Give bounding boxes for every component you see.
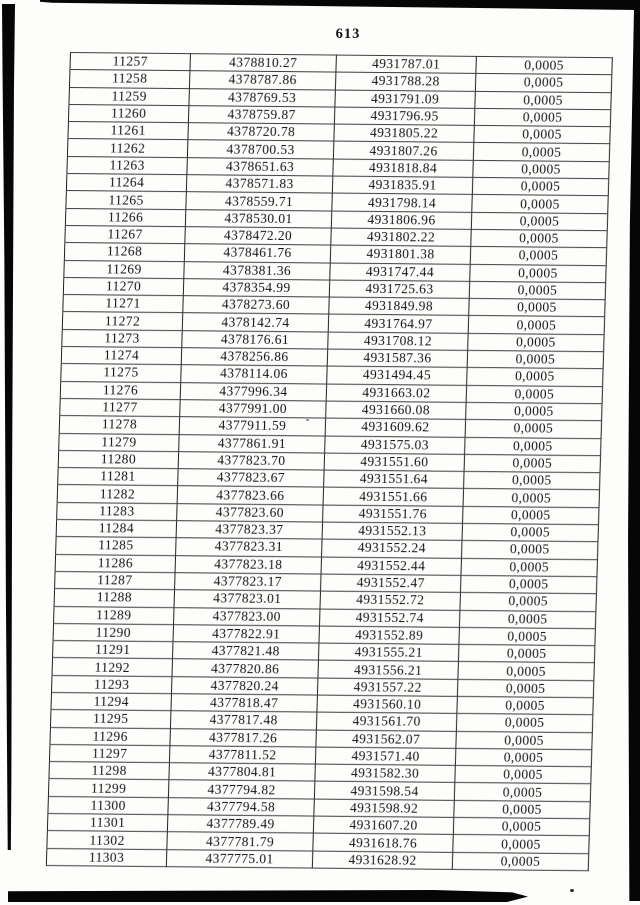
x-coordinate-cell: 4377823.70 [178,451,324,470]
x-coordinate-cell: 4378571.83 [186,175,332,194]
y-coordinate-cell: 4931560.10 [317,695,457,714]
tolerance-cell: 0,0005 [473,143,609,162]
y-coordinate-cell: 4931607.20 [313,816,453,835]
tolerance-cell: 0,0005 [471,229,607,248]
tolerance-cell: 0,0005 [453,835,589,854]
point-id-cell: 11286 [55,554,175,572]
y-coordinate-cell: 4931835.91 [332,176,472,195]
point-id-cell: 11293 [51,675,171,693]
point-id-cell: 11275 [61,364,181,382]
point-id-cell: 11284 [56,520,176,538]
tolerance-cell: 0,0005 [458,644,594,663]
tolerance-cell: 0,0005 [465,437,601,456]
y-coordinate-cell: 4931551.66 [323,487,463,506]
y-coordinate-cell: 4931628.92 [312,851,452,870]
x-coordinate-cell: 4378530.01 [185,209,331,228]
tolerance-cell: 0,0005 [476,56,612,75]
tolerance-cell: 0,0005 [467,350,603,369]
y-coordinate-cell: 4931660.08 [326,401,466,420]
point-id-cell: 11271 [63,295,183,313]
y-coordinate-cell: 4931561.70 [316,712,456,731]
y-coordinate-cell: 4931806.96 [331,211,471,230]
tolerance-cell: 0,0005 [471,212,607,231]
tolerance-cell: 0,0005 [463,506,599,525]
point-id-cell: 11268 [64,243,184,261]
tolerance-cell: 0,0005 [475,74,611,93]
y-coordinate-cell: 4931708.12 [328,332,468,351]
tolerance-cell: 0,0005 [466,402,602,421]
tolerance-cell: 0,0005 [459,610,595,629]
y-coordinate-cell: 4931555.21 [318,643,458,662]
point-id-cell: 11278 [59,416,179,434]
page-number: 613 [335,26,361,42]
x-coordinate-cell: 4377996.34 [180,382,326,401]
tolerance-cell: 0,0005 [470,264,606,283]
point-id-cell: 11280 [58,450,178,468]
point-id-cell: 11283 [57,502,177,520]
x-coordinate-cell: 4377817.48 [170,711,316,730]
y-coordinate-cell: 4931571.40 [315,747,455,766]
scan-edge-top [40,0,640,10]
point-id-cell: 11285 [56,537,176,555]
x-coordinate-cell: 4378559.71 [186,192,332,211]
x-coordinate-cell: 4378720.78 [188,123,334,142]
point-id-cell: 11292 [52,658,172,676]
x-coordinate-cell: 4378700.53 [187,140,333,159]
tolerance-cell: 0,0005 [465,420,601,439]
y-coordinate-cell: 4931582.30 [315,764,455,783]
point-id-cell: 11299 [48,779,168,797]
x-coordinate-cell: 4378114.06 [181,365,327,384]
y-coordinate-cell: 4931798.14 [332,193,472,212]
tolerance-cell: 0,0005 [452,852,588,871]
y-coordinate-cell: 4931587.36 [327,349,467,368]
y-coordinate-cell: 4931818.84 [333,159,473,178]
tolerance-cell: 0,0005 [458,662,594,681]
y-coordinate-cell: 4931725.63 [329,280,469,299]
y-coordinate-cell: 4931552.13 [322,522,462,541]
x-coordinate-cell: 4377820.86 [172,659,318,678]
x-coordinate-cell: 4377991.00 [180,400,326,419]
point-id-cell: 11261 [68,122,188,140]
tolerance-cell: 0,0005 [454,800,590,819]
x-coordinate-cell: 4377794.58 [168,797,314,816]
tolerance-cell: 0,0005 [464,454,600,473]
tolerance-cell: 0,0005 [459,627,595,646]
y-coordinate-cell: 4931551.64 [324,470,464,489]
x-coordinate-cell: 4377823.66 [177,486,323,505]
y-coordinate-cell: 4931807.26 [333,142,473,161]
point-id-cell: 11300 [48,796,168,814]
x-coordinate-cell: 4378176.61 [182,330,328,349]
point-id-cell: 11279 [59,433,179,451]
x-coordinate-cell: 4378273.60 [183,296,329,315]
tolerance-cell: 0,0005 [469,299,605,318]
y-coordinate-cell: 4931788.28 [335,72,475,91]
point-id-cell: 11272 [62,312,182,330]
tolerance-cell: 0,0005 [475,91,611,110]
tolerance-cell: 0,0005 [461,541,597,560]
y-coordinate-cell: 4931796.95 [334,107,474,126]
tolerance-cell: 0,0005 [467,368,603,387]
tolerance-cell: 0,0005 [460,593,596,612]
x-coordinate-cell: 4377823.31 [176,538,322,557]
x-coordinate-cell: 4377823.01 [174,590,320,609]
tolerance-cell: 0,0005 [455,766,591,785]
tolerance-cell: 0,0005 [474,126,610,145]
x-coordinate-cell: 4377820.24 [171,676,317,695]
tolerance-cell: 0,0005 [460,575,596,594]
point-id-cell: 11269 [64,260,184,278]
x-coordinate-cell: 4377823.60 [177,503,323,522]
point-id-cell: 11297 [49,744,169,762]
y-coordinate-cell: 4931552.74 [319,609,459,628]
y-coordinate-cell: 4931618.76 [313,833,453,852]
point-id-cell: 11288 [54,589,174,607]
point-id-cell: 11274 [61,347,181,365]
y-coordinate-cell: 4931598.54 [314,782,454,801]
point-id-cell: 11296 [50,727,170,745]
x-coordinate-cell: 4378759.87 [188,106,334,125]
y-coordinate-cell: 4931562.07 [316,730,456,749]
point-id-cell: 11265 [66,191,186,209]
tolerance-cell: 0,0005 [466,385,602,404]
tolerance-cell: 0,0005 [464,472,600,491]
point-id-cell: 11289 [54,606,174,624]
tolerance-cell: 0,0005 [455,748,591,767]
y-coordinate-cell: 4931552.24 [322,539,462,558]
x-coordinate-cell: 4377823.17 [175,573,321,592]
y-coordinate-cell: 4931802.22 [331,228,471,247]
x-coordinate-cell: 4377822.91 [173,624,319,643]
point-id-cell: 11303 [46,848,166,866]
scan-edge-bottom [8,890,528,902]
x-coordinate-cell: 4377823.37 [176,521,322,540]
x-coordinate-cell: 4378354.99 [183,279,329,298]
point-id-cell: 11262 [67,139,187,157]
point-id-cell: 11295 [50,710,170,728]
y-coordinate-cell: 4931575.03 [325,436,465,455]
x-coordinate-cell: 4378651.63 [187,157,333,176]
point-id-cell: 11264 [66,174,186,192]
point-id-cell: 11294 [51,692,171,710]
y-coordinate-cell: 4931791.09 [335,90,475,109]
x-coordinate-cell: 4377811.52 [169,746,315,765]
point-id-cell: 11281 [58,468,178,486]
point-id-cell: 11298 [49,762,169,780]
tolerance-cell: 0,0005 [474,108,610,127]
coordinate-table-container [46,52,614,871]
y-coordinate-cell: 4931556.21 [318,660,458,679]
y-coordinate-cell: 4931849.98 [329,297,469,316]
x-coordinate-cell: 4378472.20 [185,227,331,246]
y-coordinate-cell: 4931552.44 [321,557,461,576]
point-id-cell: 11260 [68,104,188,122]
tolerance-cell: 0,0005 [457,679,593,698]
y-coordinate-cell: 4931609.62 [325,418,465,437]
y-coordinate-cell: 4931494.45 [327,366,467,385]
x-coordinate-cell: 4377781.79 [167,832,313,851]
point-id-cell: 11290 [53,623,173,641]
tolerance-cell: 0,0005 [453,817,589,836]
point-id-cell: 11266 [65,208,185,226]
tolerance-cell: 0,0005 [470,247,606,266]
x-coordinate-cell: 4377817.26 [170,728,316,747]
point-id-cell: 11267 [65,225,185,243]
point-id-cell: 11277 [60,398,180,416]
tolerance-cell: 0,0005 [463,489,599,508]
tolerance-cell: 0,0005 [454,783,590,802]
y-coordinate-cell: 4931598.92 [314,799,454,818]
point-id-cell: 11257 [70,53,190,71]
tolerance-cell: 0,0005 [472,177,608,196]
tolerance-cell: 0,0005 [457,696,593,715]
x-coordinate-cell: 4377911.59 [179,417,325,436]
y-coordinate-cell: 4931551.76 [323,505,463,524]
tolerance-cell: 0,0005 [462,523,598,542]
x-coordinate-cell: 4377823.00 [174,607,320,626]
x-coordinate-cell: 4377823.67 [178,469,324,488]
x-coordinate-cell: 4378769.53 [189,88,335,107]
y-coordinate-cell: 4931663.02 [326,384,466,403]
tolerance-cell: 0,0005 [468,333,604,352]
point-id-cell: 11259 [69,87,189,105]
point-id-cell: 11282 [57,485,177,503]
point-id-cell: 11258 [69,70,189,88]
y-coordinate-cell: 4931551.60 [324,453,464,472]
point-id-cell: 11270 [63,277,183,295]
x-coordinate-cell: 4377789.49 [167,815,313,834]
tolerance-cell: 0,0005 [456,731,592,750]
point-id-cell: 11287 [55,571,175,589]
scan-noise-dot [570,889,574,892]
point-id-cell: 11301 [47,814,167,832]
x-coordinate-cell: 4378142.74 [182,313,328,332]
tolerance-cell: 0,0005 [461,558,597,577]
point-id-cell: 11276 [60,381,180,399]
point-id-cell: 11291 [53,641,173,659]
x-coordinate-cell: 4377794.82 [168,780,314,799]
tolerance-cell: 0,0005 [456,714,592,733]
point-id-cell: 11302 [47,831,167,849]
y-coordinate-cell: 4931805.22 [334,124,474,143]
coordinate-table [46,52,613,871]
x-coordinate-cell: 4377804.81 [169,763,315,782]
x-coordinate-cell: 4378381.36 [184,261,330,280]
point-id-cell: 11273 [62,329,182,347]
y-coordinate-cell: 4931557.22 [317,678,457,697]
scan-edge-left [2,4,15,850]
y-coordinate-cell: 4931552.89 [319,626,459,645]
y-coordinate-cell: 4931552.72 [320,591,460,610]
x-coordinate-cell: 4378810.27 [190,54,336,73]
x-coordinate-cell: 4377821.48 [172,642,318,661]
y-coordinate-cell: 4931747.44 [330,263,470,282]
y-coordinate-cell: 4931552.47 [320,574,460,593]
y-coordinate-cell: 4931764.97 [328,315,468,334]
point-id-cell: 11263 [67,156,187,174]
x-coordinate-cell: 4377823.18 [175,555,321,574]
x-coordinate-cell: 4377861.91 [179,434,325,453]
x-coordinate-cell: 4377818.47 [171,694,317,713]
tolerance-cell: 0,0005 [473,160,609,179]
coordinate-table-body [46,53,612,871]
x-coordinate-cell: 4378256.86 [181,348,327,367]
tolerance-cell: 0,0005 [472,195,608,214]
scan-edge-right [627,0,640,901]
tolerance-cell: 0,0005 [469,281,605,300]
x-coordinate-cell: 4378787.86 [189,71,335,90]
x-coordinate-cell: 4377775.01 [166,849,312,868]
y-coordinate-cell: 4931787.01 [336,55,476,74]
y-coordinate-cell: 4931801.38 [330,245,470,264]
tolerance-cell: 0,0005 [468,316,604,335]
x-coordinate-cell: 4378461.76 [184,244,330,263]
